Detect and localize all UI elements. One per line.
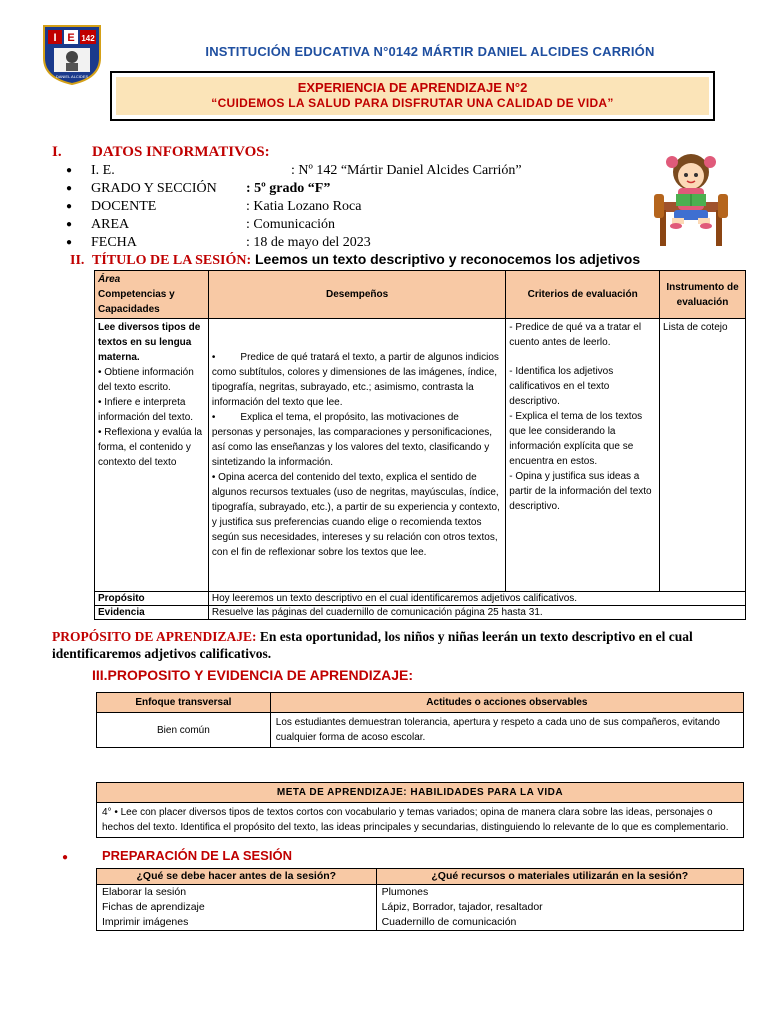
datos-list <box>66 162 522 252</box>
proposito-label: PROPÓSITO DE APRENDIZAJE: <box>52 629 257 644</box>
capacidad-item: • Obtiene información del texto escrito. <box>98 367 194 393</box>
datos-value: : Nº 142 “Mártir Daniel Alcides Carrión” <box>291 163 522 178</box>
table-row-evidencia <box>95 606 746 620</box>
section-number: II. <box>70 253 85 268</box>
school-logo <box>40 22 104 86</box>
desempeno-item: • Opina acerca del contenido del texto, explica el sentido de algunos recursos textuales (uso de negritas, mayúsculas, índice, tipografía, subrayado, etc.), a partir de su experiencia y contexto, y justifica sus preferencias cuando elige o recomienda textos según sus necesidades, intereses y su relación con otros textos, con el fin de reflexionar sobre los textos que lee. <box>211 472 503 558</box>
criterio-item: - Opina y justifica sus ideas a partir de la información del texto descriptivo. <box>509 471 652 512</box>
table-header-row <box>97 783 744 803</box>
bullet-icon: ● <box>66 237 73 248</box>
list-item: Lápiz, Borrador, tajador, resaltador <box>381 901 543 913</box>
header-recursos: ¿Qué recursos o materiales utilizarán en la sesión? <box>376 869 743 885</box>
preparacion-table <box>96 868 744 931</box>
competencias-table <box>94 270 746 620</box>
header-desempenos: Desempeños <box>208 271 505 319</box>
desempeno-item: • Explica el tema, el propósito, las motivaciones de personas y personajes, las comparaciones y personificaciones, así como las enseñanzas y los valores del texto, clasificando y sintetizando la información. <box>211 412 495 468</box>
bullet-icon: ● <box>66 219 73 230</box>
titulo-value: Leemos un texto descriptivo y reconocemos los adjetivos <box>251 251 641 267</box>
proposito-label: Propósito <box>95 592 209 606</box>
datos-row-grado <box>66 180 522 198</box>
girl-reading-illustration <box>650 150 732 248</box>
instrumento-cell: Lista de cotejo <box>660 319 746 592</box>
datos-label: I. E. <box>91 163 115 178</box>
desempenos-cell <box>208 319 505 592</box>
header-instrumento: Instrumento de evaluación <box>660 271 746 319</box>
header-competencias: Competencias y Capacidades <box>98 289 175 315</box>
table-row <box>95 319 746 592</box>
evidencia-value: Resuelve las páginas del cuadernillo de comunicación página 25 hasta 31. <box>208 606 745 620</box>
datos-label: GRADO Y SECCIÓN <box>91 181 217 196</box>
bullet-icon: ● <box>66 201 73 212</box>
section-title: DATOS INFORMATIVOS: <box>92 144 270 160</box>
experience-title: EXPERIENCIA DE APRENDIZAJE N°2 <box>297 80 528 95</box>
actitudes-value: Los estudiantes demuestran tolerancia, apertura y respeto a cada uno de sus compañeros, evitando cualquier forma de acoso escolar. <box>270 713 743 748</box>
titulo-label: TÍTULO DE LA SESIÓN: <box>92 253 252 268</box>
list-item: Plumones <box>381 886 429 898</box>
evidencia-label: Evidencia <box>95 606 209 620</box>
datos-label: AREA <box>91 217 130 232</box>
section-number: I. <box>52 144 62 160</box>
antes-cell <box>97 885 377 931</box>
datos-row-area <box>66 216 522 234</box>
desempeno-item: • Predice de qué tratará el texto, a partir de algunos indicios como subtítulos, colores y dimensiones de las imágenes, índice, tipografía, negritas, subrayado, etc.; asimismo, contrasta la información del texto que lee. <box>211 352 502 408</box>
datos-label: FECHA <box>91 235 137 250</box>
datos-row-fecha <box>66 234 522 252</box>
criterio-item: - Predice de qué va a tratar el cuento antes de leerlo. <box>509 322 642 348</box>
datos-value: : Comunicación <box>246 217 336 232</box>
competencias-cell <box>95 319 209 592</box>
table-header-row <box>95 271 746 319</box>
recursos-cell <box>376 885 743 931</box>
enfoque-value: Bien común <box>97 713 271 748</box>
svg-text:142: 142 <box>81 34 95 43</box>
datos-value: : 18 de mayo del 2023 <box>246 235 371 250</box>
header-criterios: Criterios de evaluación <box>506 271 660 319</box>
datos-value: : Katia Lozano Roca <box>246 199 362 214</box>
datos-row-ie <box>66 162 522 180</box>
meta-body: 4° • Lee con placer diversos tipos de textos cortos con vocabulario y temas variados; opina de manera clara sobre las ideas, personajes o hechos del texto. Identifica el propósito del texto, las ideas principales y secundarias, distinguiendo lo relevante de lo que es complementario. <box>97 803 744 838</box>
proposito-aprendizaje <box>52 628 742 662</box>
table-header-row <box>97 869 744 885</box>
header-meta: META DE APRENDIZAJE: HABILIDADES PARA LA VIDA <box>97 783 744 803</box>
bullet-icon: ● <box>66 165 73 176</box>
datos-value: : 5º grado “F” <box>246 181 331 196</box>
list-item: Elaborar la sesión <box>102 886 187 898</box>
list-item: Fichas de aprendizaje <box>102 901 205 913</box>
criterio-item: - Identifica los adjetivos calificativos en el texto descriptivo. <box>509 366 614 407</box>
svg-text:E: E <box>67 32 75 44</box>
capacidad-item: • Reflexiona y evalúa la forma, el contenido y contexto del texto <box>98 427 203 468</box>
proposito-text: En esta oportunidad, los niños y niñas leerán un texto descriptivo en el cual identificaremos adjetivos calificativos. <box>52 629 693 661</box>
header-antes: ¿Qué se debe hacer antes de la sesión? <box>97 869 377 885</box>
table-header-row <box>97 693 744 713</box>
header-area: Área <box>98 274 121 285</box>
criterio-item: - Explica el tema de los textos que lee considerando la información explícita que se encuentra en estos. <box>509 411 643 467</box>
header-area-competencias <box>95 271 209 319</box>
section-iii-heading: III.PROPOSITO Y EVIDENCIA DE APRENDIZAJE: <box>92 667 414 683</box>
experience-banner <box>110 71 715 121</box>
list-item: Imprimir imágenes <box>102 916 189 928</box>
proposito-value: Hoy leeremos un texto descriptivo en el cual identificaremos adjetivos calificativos. <box>208 592 745 606</box>
section-datos-heading <box>52 144 270 161</box>
preparacion-heading: PREPARACIÓN DE LA SESIÓN <box>102 848 292 863</box>
bullet-icon: ● <box>66 183 73 194</box>
table-row <box>97 885 744 931</box>
svg-text:DANIEL ALCIDES: DANIEL ALCIDES <box>55 74 89 79</box>
header-actitudes: Actitudes o acciones observables <box>270 693 743 713</box>
criterios-cell <box>506 319 660 592</box>
meta-table <box>96 782 744 838</box>
list-item: Cuadernillo de comunicación <box>381 916 517 928</box>
bullet-icon: ● <box>62 852 69 863</box>
datos-row-docente <box>66 198 522 216</box>
header-enfoque: Enfoque transversal <box>97 693 271 713</box>
table-row <box>97 713 744 748</box>
section-titulo-heading <box>70 251 640 269</box>
enfoque-table <box>96 692 744 748</box>
institution-name: INSTITUCIÓN EDUCATIVA N°0142 MÁRTIR DANIEL ALCIDES CARRIÓN <box>205 44 655 59</box>
capacidad-item: • Infiere e interpreta información del texto. <box>98 397 194 423</box>
datos-label: DOCENTE <box>91 199 157 214</box>
svg-text:I: I <box>53 32 57 44</box>
competencia-title: Lee diversos tipos de textos en su lengua materna. <box>98 322 201 363</box>
table-row-proposito <box>95 592 746 606</box>
table-row <box>97 803 744 838</box>
experience-subtitle: “CUIDEMOS LA SALUD PARA DISFRUTAR UNA CALIDAD DE VIDA” <box>211 96 614 110</box>
